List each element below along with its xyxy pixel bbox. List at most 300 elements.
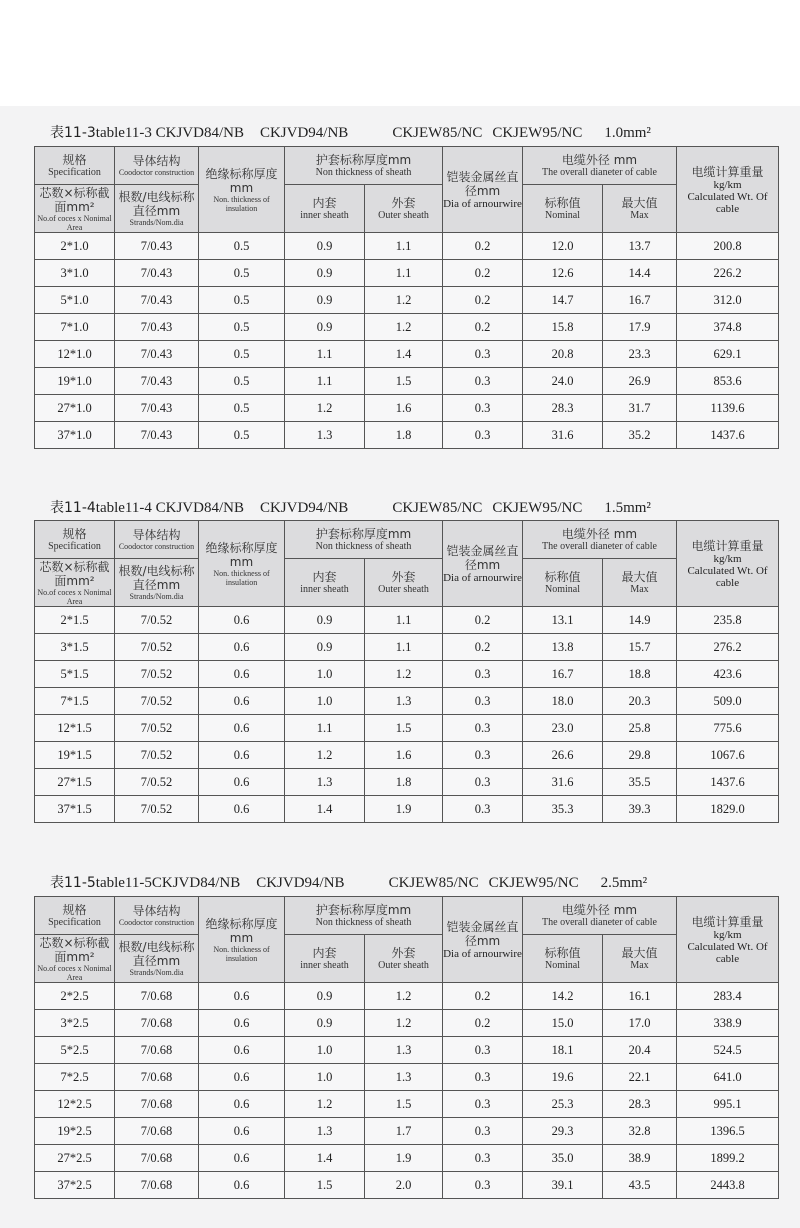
cores-header: 芯数×标称截面mm² No.of coces x Nonimal Area (35, 559, 115, 607)
outer-sheath-cell: 1.1 (365, 607, 443, 634)
outer-sheath-cell: 1.2 (365, 661, 443, 688)
inner-sheath-cell: 0.9 (285, 1010, 365, 1037)
max-od-cell: 17.9 (603, 314, 677, 341)
outer-sheath-header: 外套 Outer sheath (365, 559, 443, 607)
insulation-cell: 0.5 (199, 395, 285, 422)
max-od-cell: 14.4 (603, 260, 677, 287)
weight-cell: 283.4 (677, 983, 779, 1010)
nominal-header: 标称值 Nominal (523, 559, 603, 607)
nominal-header: 标称值 Nominal (523, 185, 603, 233)
table-row (35, 688, 779, 715)
table-row (35, 287, 779, 314)
table-title (50, 122, 651, 144)
max-od-cell: 17.0 (603, 1010, 677, 1037)
outer-sheath-cell: 1.5 (365, 1091, 443, 1118)
header-row-1 (35, 897, 779, 935)
weight-cell: 312.0 (677, 287, 779, 314)
cores-cell: 27*2.5 (35, 1145, 115, 1172)
armour-dia-cell: 0.3 (443, 422, 523, 449)
nominal-od-cell: 29.3 (523, 1118, 603, 1145)
weight-cell: 853.6 (677, 368, 779, 395)
strands-cell: 7/0.68 (115, 1091, 199, 1118)
table-row (35, 422, 779, 449)
armour-dia-cell: 0.3 (443, 769, 523, 796)
model-code-1: table11-5CKJVD84/NB (95, 875, 241, 891)
outer-sheath-cell: 1.9 (365, 796, 443, 823)
header-row-2 (35, 559, 779, 607)
weight-cell: 276.2 (677, 634, 779, 661)
outer-sheath-cell: 1.8 (365, 422, 443, 449)
weight-cell: 423.6 (677, 661, 779, 688)
outer-sheath-header: 外套 Outer sheath (365, 935, 443, 983)
cores-cell: 12*1.0 (35, 341, 115, 368)
max-od-cell: 43.5 (603, 1172, 677, 1199)
armour-dia-cell: 0.3 (443, 688, 523, 715)
insulation-cell: 0.6 (199, 1145, 285, 1172)
inner-sheath-cell: 1.2 (285, 1091, 365, 1118)
armour-dia-cell: 0.2 (443, 314, 523, 341)
spec-header: 规格 Specification (35, 897, 115, 935)
table-row (35, 796, 779, 823)
table-row (35, 260, 779, 287)
spec-table (34, 146, 779, 449)
outer-sheath-cell: 1.9 (365, 1145, 443, 1172)
weight-cell: 1829.0 (677, 796, 779, 823)
strands-cell: 7/0.52 (115, 742, 199, 769)
max-od-cell: 28.3 (603, 1091, 677, 1118)
insulation-cell: 0.6 (199, 1010, 285, 1037)
inner-sheath-cell: 1.3 (285, 422, 365, 449)
weight-cell: 1899.2 (677, 1145, 779, 1172)
model-code-4: CKJEW95/NC (488, 875, 579, 891)
header-row-2 (35, 935, 779, 983)
strands-cell: 7/0.68 (115, 1010, 199, 1037)
table-row (35, 395, 779, 422)
strands-cell: 7/0.43 (115, 395, 199, 422)
inner-sheath-cell: 1.2 (285, 742, 365, 769)
weight-header: 电缆计算重量 kg/km Calculated Wt. Of cable (677, 521, 779, 607)
weight-cell: 509.0 (677, 688, 779, 715)
nominal-od-cell: 20.8 (523, 341, 603, 368)
armour-dia-cell: 0.2 (443, 233, 523, 260)
cores-cell: 19*1.0 (35, 368, 115, 395)
cores-cell: 3*1.0 (35, 260, 115, 287)
inner-sheath-cell: 1.1 (285, 368, 365, 395)
conductor-header: 导体结构 Coodoctor construction (115, 147, 199, 185)
table-row (35, 314, 779, 341)
outer-sheath-cell: 1.1 (365, 233, 443, 260)
model-code-2: CKJVD94/NB (256, 875, 345, 891)
weight-cell: 1396.5 (677, 1118, 779, 1145)
outer-sheath-cell: 1.6 (365, 395, 443, 422)
max-od-cell: 35.2 (603, 422, 677, 449)
strands-cell: 7/0.68 (115, 1064, 199, 1091)
cross-section-size: 1.0mm² (604, 125, 651, 141)
table-row (35, 661, 779, 688)
nominal-od-cell: 23.0 (523, 715, 603, 742)
table-row (35, 715, 779, 742)
nominal-od-cell: 31.6 (523, 769, 603, 796)
inner-sheath-cell: 1.0 (285, 661, 365, 688)
strands-cell: 7/0.43 (115, 314, 199, 341)
nominal-od-cell: 25.3 (523, 1091, 603, 1118)
max-od-cell: 22.1 (603, 1064, 677, 1091)
insulation-cell: 0.6 (199, 1118, 285, 1145)
strands-cell: 7/0.43 (115, 287, 199, 314)
armour-dia-cell: 0.3 (443, 368, 523, 395)
cores-cell: 2*1.0 (35, 233, 115, 260)
cores-cell: 19*2.5 (35, 1118, 115, 1145)
strands-cell: 7/0.43 (115, 233, 199, 260)
inner-sheath-cell: 1.2 (285, 395, 365, 422)
inner-sheath-cell: 0.9 (285, 607, 365, 634)
model-code-3: CKJEW85/NC (392, 500, 483, 516)
max-od-cell: 13.7 (603, 233, 677, 260)
insulation-header: 绝缘标称厚度mm Non. thickness of insulation (199, 147, 285, 233)
outer-sheath-cell: 1.1 (365, 634, 443, 661)
max-od-cell: 14.9 (603, 607, 677, 634)
table-row (35, 233, 779, 260)
cores-cell: 37*1.5 (35, 796, 115, 823)
armour-dia-cell: 0.3 (443, 742, 523, 769)
insulation-cell: 0.6 (199, 983, 285, 1010)
overall-diameter-header: 电缆外径 mm The overall dianeter of cable (523, 521, 677, 559)
inner-sheath-cell: 0.9 (285, 634, 365, 661)
insulation-cell: 0.6 (199, 607, 285, 634)
outer-sheath-cell: 1.7 (365, 1118, 443, 1145)
insulation-cell: 0.6 (199, 634, 285, 661)
nominal-od-cell: 15.8 (523, 314, 603, 341)
inner-sheath-cell: 1.0 (285, 688, 365, 715)
strands-cell: 7/0.52 (115, 607, 199, 634)
nominal-od-cell: 14.7 (523, 287, 603, 314)
model-code-1: table11-4 CKJVD84/NB (95, 500, 244, 516)
weight-cell: 524.5 (677, 1037, 779, 1064)
strands-cell: 7/0.43 (115, 368, 199, 395)
max-od-cell: 15.7 (603, 634, 677, 661)
spec-header: 规格 Specification (35, 147, 115, 185)
insulation-cell: 0.5 (199, 422, 285, 449)
insulation-cell: 0.5 (199, 314, 285, 341)
armour-header: 铠装金属丝直径mm Dia of arnourwire (443, 897, 523, 983)
max-od-cell: 32.8 (603, 1118, 677, 1145)
armour-dia-cell: 0.3 (443, 1118, 523, 1145)
strands-header: 根数/电线标称直径mm Strands/Nom.dia (115, 185, 199, 233)
table-row (35, 742, 779, 769)
armour-dia-cell: 0.3 (443, 796, 523, 823)
armour-dia-cell: 0.3 (443, 1145, 523, 1172)
weight-cell: 235.8 (677, 607, 779, 634)
outer-sheath-cell: 1.2 (365, 314, 443, 341)
armour-dia-cell: 0.3 (443, 715, 523, 742)
max-od-cell: 35.5 (603, 769, 677, 796)
cores-cell: 7*1.5 (35, 688, 115, 715)
armour-dia-cell: 0.3 (443, 341, 523, 368)
weight-header: 电缆计算重量 kg/km Calculated Wt. Of cable (677, 147, 779, 233)
armour-dia-cell: 0.3 (443, 661, 523, 688)
inner-sheath-cell: 1.4 (285, 1145, 365, 1172)
weight-cell: 995.1 (677, 1091, 779, 1118)
weight-cell: 338.9 (677, 1010, 779, 1037)
inner-sheath-cell: 1.3 (285, 769, 365, 796)
table-row (35, 1091, 779, 1118)
max-od-cell: 20.3 (603, 688, 677, 715)
inner-sheath-cell: 1.3 (285, 1118, 365, 1145)
cores-cell: 12*1.5 (35, 715, 115, 742)
table-row (35, 1145, 779, 1172)
weight-cell: 2443.8 (677, 1172, 779, 1199)
cross-section-size: 2.5mm² (600, 875, 648, 891)
weight-cell: 641.0 (677, 1064, 779, 1091)
cores-header: 芯数×标称截面mm² No.of coces x Nonimal Area (35, 935, 115, 983)
inner-sheath-cell: 0.9 (285, 983, 365, 1010)
table-row (35, 1037, 779, 1064)
max-od-cell: 20.4 (603, 1037, 677, 1064)
cores-cell: 2*2.5 (35, 983, 115, 1010)
table-row (35, 634, 779, 661)
inner-sheath-cell: 0.9 (285, 314, 365, 341)
inner-sheath-header: 内套 inner sheath (285, 185, 365, 233)
max-od-cell: 16.1 (603, 983, 677, 1010)
cores-cell: 19*1.5 (35, 742, 115, 769)
spec-table (34, 520, 779, 823)
outer-sheath-cell: 1.5 (365, 368, 443, 395)
cores-cell: 12*2.5 (35, 1091, 115, 1118)
strands-cell: 7/0.68 (115, 1145, 199, 1172)
strands-cell: 7/0.68 (115, 1172, 199, 1199)
armour-dia-cell: 0.2 (443, 607, 523, 634)
cores-cell: 5*1.5 (35, 661, 115, 688)
max-od-cell: 18.8 (603, 661, 677, 688)
cores-cell: 5*1.0 (35, 287, 115, 314)
nominal-header: 标称值 Nominal (523, 935, 603, 983)
cores-cell: 7*1.0 (35, 314, 115, 341)
table-row (35, 1064, 779, 1091)
outer-sheath-cell: 1.3 (365, 1064, 443, 1091)
max-od-cell: 16.7 (603, 287, 677, 314)
armour-dia-cell: 0.3 (443, 1091, 523, 1118)
max-od-cell: 39.3 (603, 796, 677, 823)
strands-cell: 7/0.68 (115, 983, 199, 1010)
table-label: 表11-3 (50, 125, 96, 141)
outer-sheath-cell: 1.2 (365, 1010, 443, 1037)
insulation-header: 绝缘标称厚度mm Non. thickness of insulation (199, 897, 285, 983)
max-od-cell: 31.7 (603, 395, 677, 422)
strands-cell: 7/0.43 (115, 422, 199, 449)
max-od-cell: 38.9 (603, 1145, 677, 1172)
weight-cell: 1437.6 (677, 422, 779, 449)
strands-header: 根数/电线标称直径mm Strands/Nom.dia (115, 559, 199, 607)
table-row (35, 607, 779, 634)
inner-sheath-cell: 1.4 (285, 796, 365, 823)
inner-sheath-header: 内套 inner sheath (285, 935, 365, 983)
weight-cell: 1139.6 (677, 395, 779, 422)
table-row (35, 769, 779, 796)
strands-cell: 7/0.43 (115, 260, 199, 287)
armour-dia-cell: 0.2 (443, 1010, 523, 1037)
weight-cell: 1067.6 (677, 742, 779, 769)
armour-header: 铠装金属丝直径mm Dia of arnourwire (443, 147, 523, 233)
cross-section-size: 1.5mm² (604, 500, 651, 516)
cores-cell: 2*1.5 (35, 607, 115, 634)
outer-sheath-cell: 1.2 (365, 983, 443, 1010)
max-od-cell: 23.3 (603, 341, 677, 368)
weight-cell: 374.8 (677, 314, 779, 341)
nominal-od-cell: 19.6 (523, 1064, 603, 1091)
nominal-od-cell: 26.6 (523, 742, 603, 769)
insulation-cell: 0.5 (199, 260, 285, 287)
sheath-header: 护套标称厚度mm Non thickness of sheath (285, 521, 443, 559)
armour-dia-cell: 0.3 (443, 395, 523, 422)
weight-cell: 1437.6 (677, 769, 779, 796)
weight-cell: 629.1 (677, 341, 779, 368)
armour-dia-cell: 0.2 (443, 287, 523, 314)
cores-cell: 27*1.0 (35, 395, 115, 422)
cores-cell: 5*2.5 (35, 1037, 115, 1064)
cores-header: 芯数×标称截面mm² No.of coces x Nonimal Area (35, 185, 115, 233)
outer-sheath-cell: 1.3 (365, 688, 443, 715)
top-margin (0, 0, 800, 106)
nominal-od-cell: 15.0 (523, 1010, 603, 1037)
conductor-header: 导体结构 Coodoctor construction (115, 897, 199, 935)
table-label: 表11-5 (50, 875, 96, 891)
strands-header: 根数/电线标称直径mm Strands/Nom.dia (115, 935, 199, 983)
model-code-3: CKJEW85/NC (388, 875, 479, 891)
armour-dia-cell: 0.2 (443, 260, 523, 287)
insulation-cell: 0.6 (199, 796, 285, 823)
outer-sheath-cell: 1.3 (365, 1037, 443, 1064)
weight-cell: 200.8 (677, 233, 779, 260)
spec-table (34, 896, 779, 1199)
insulation-cell: 0.5 (199, 341, 285, 368)
strands-cell: 7/0.43 (115, 341, 199, 368)
conductor-header: 导体结构 Coodoctor construction (115, 521, 199, 559)
inner-sheath-cell: 1.5 (285, 1172, 365, 1199)
insulation-cell: 0.5 (199, 368, 285, 395)
sheath-header: 护套标称厚度mm Non thickness of sheath (285, 147, 443, 185)
nominal-od-cell: 12.6 (523, 260, 603, 287)
cores-cell: 27*1.5 (35, 769, 115, 796)
inner-sheath-cell: 1.0 (285, 1064, 365, 1091)
strands-cell: 7/0.68 (115, 1118, 199, 1145)
outer-sheath-cell: 1.8 (365, 769, 443, 796)
nominal-od-cell: 14.2 (523, 983, 603, 1010)
outer-sheath-header: 外套 Outer sheath (365, 185, 443, 233)
strands-cell: 7/0.52 (115, 769, 199, 796)
cores-cell: 3*1.5 (35, 634, 115, 661)
max-header: 最大值 Max (603, 185, 677, 233)
outer-sheath-cell: 2.0 (365, 1172, 443, 1199)
model-code-3: CKJEW85/NC (392, 125, 483, 141)
inner-sheath-cell: 1.0 (285, 1037, 365, 1064)
outer-sheath-cell: 1.6 (365, 742, 443, 769)
inner-sheath-cell: 0.9 (285, 260, 365, 287)
insulation-cell: 0.5 (199, 287, 285, 314)
insulation-cell: 0.5 (199, 233, 285, 260)
cores-cell: 37*2.5 (35, 1172, 115, 1199)
strands-cell: 7/0.52 (115, 634, 199, 661)
insulation-cell: 0.6 (199, 688, 285, 715)
nominal-od-cell: 18.1 (523, 1037, 603, 1064)
model-code-2: CKJVD94/NB (259, 500, 349, 516)
strands-cell: 7/0.68 (115, 1037, 199, 1064)
overall-diameter-header: 电缆外径 mm The overall dianeter of cable (523, 147, 677, 185)
nominal-od-cell: 24.0 (523, 368, 603, 395)
spec-header: 规格 Specification (35, 521, 115, 559)
armour-dia-cell: 0.3 (443, 1037, 523, 1064)
model-code-1: table11-3 CKJVD84/NB (95, 125, 244, 141)
armour-header: 铠装金属丝直径mm Dia of arnourwire (443, 521, 523, 607)
max-od-cell: 25.8 (603, 715, 677, 742)
table-row (35, 983, 779, 1010)
inner-sheath-cell: 0.9 (285, 287, 365, 314)
model-code-2: CKJVD94/NB (259, 125, 349, 141)
strands-cell: 7/0.52 (115, 796, 199, 823)
cores-cell: 7*2.5 (35, 1064, 115, 1091)
armour-dia-cell: 0.3 (443, 1172, 523, 1199)
table-row (35, 1010, 779, 1037)
max-od-cell: 29.8 (603, 742, 677, 769)
table-title (50, 497, 651, 519)
table-row (35, 368, 779, 395)
nominal-od-cell: 28.3 (523, 395, 603, 422)
nominal-od-cell: 12.0 (523, 233, 603, 260)
insulation-cell: 0.6 (199, 715, 285, 742)
strands-cell: 7/0.52 (115, 715, 199, 742)
insulation-cell: 0.6 (199, 742, 285, 769)
header-row-2 (35, 185, 779, 233)
max-od-cell: 26.9 (603, 368, 677, 395)
inner-sheath-cell: 0.9 (285, 233, 365, 260)
nominal-od-cell: 35.3 (523, 796, 603, 823)
table-row (35, 1172, 779, 1199)
nominal-od-cell: 31.6 (523, 422, 603, 449)
nominal-od-cell: 18.0 (523, 688, 603, 715)
nominal-od-cell: 16.7 (523, 661, 603, 688)
model-code-4: CKJEW95/NC (492, 500, 583, 516)
outer-sheath-cell: 1.5 (365, 715, 443, 742)
outer-sheath-cell: 1.1 (365, 260, 443, 287)
weight-cell: 226.2 (677, 260, 779, 287)
weight-cell: 775.6 (677, 715, 779, 742)
nominal-od-cell: 13.8 (523, 634, 603, 661)
nominal-od-cell: 35.0 (523, 1145, 603, 1172)
armour-dia-cell: 0.2 (443, 634, 523, 661)
max-header: 最大值 Max (603, 559, 677, 607)
max-header: 最大值 Max (603, 935, 677, 983)
header-row-1 (35, 521, 779, 559)
insulation-cell: 0.6 (199, 1037, 285, 1064)
cores-cell: 3*2.5 (35, 1010, 115, 1037)
model-code-4: CKJEW95/NC (492, 125, 583, 141)
armour-dia-cell: 0.3 (443, 1064, 523, 1091)
inner-sheath-cell: 1.1 (285, 715, 365, 742)
inner-sheath-header: 内套 inner sheath (285, 559, 365, 607)
table-label: 表11-4 (50, 500, 96, 516)
insulation-cell: 0.6 (199, 1064, 285, 1091)
strands-cell: 7/0.52 (115, 661, 199, 688)
insulation-cell: 0.6 (199, 1091, 285, 1118)
table-title (50, 872, 647, 894)
outer-sheath-cell: 1.2 (365, 287, 443, 314)
header-row-1 (35, 147, 779, 185)
strands-cell: 7/0.52 (115, 688, 199, 715)
inner-sheath-cell: 1.1 (285, 341, 365, 368)
armour-dia-cell: 0.2 (443, 983, 523, 1010)
insulation-cell: 0.6 (199, 769, 285, 796)
nominal-od-cell: 39.1 (523, 1172, 603, 1199)
insulation-cell: 0.6 (199, 1172, 285, 1199)
